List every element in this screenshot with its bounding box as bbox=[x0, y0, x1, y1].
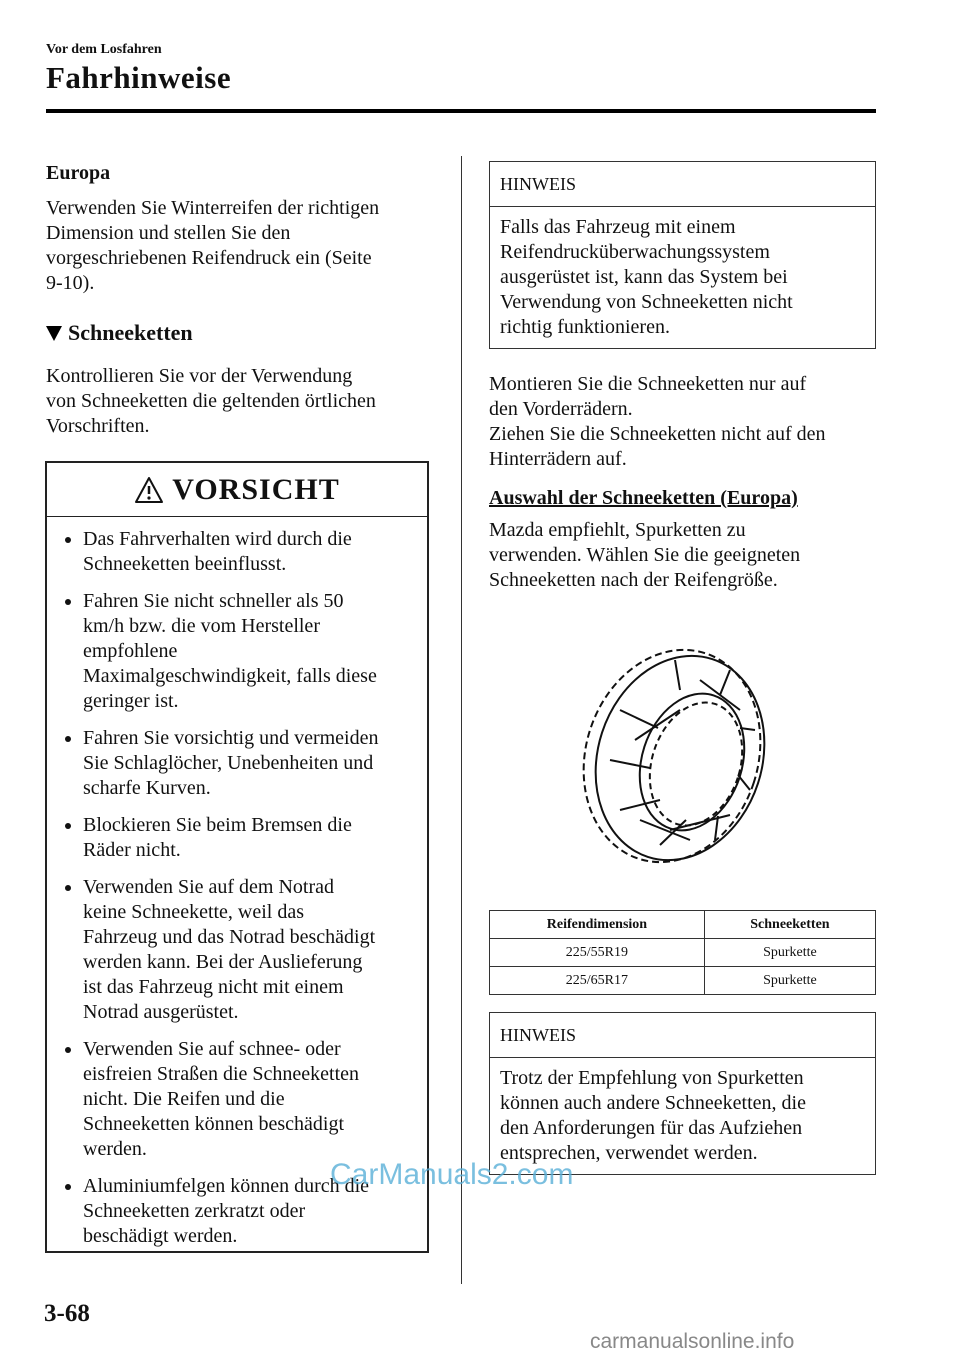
text-line: Das Fahrverhalten wird durch die bbox=[83, 528, 352, 550]
text-line: Schneeketten zerkratzt oder bbox=[83, 1200, 306, 1222]
tire-chain-table bbox=[489, 910, 876, 995]
text-line: scharfe Kurven. bbox=[83, 777, 211, 799]
bullet-icon bbox=[65, 1047, 71, 1053]
text-line: ist das Fahrzeug nicht mit einem bbox=[83, 976, 344, 998]
text-line: Schneeketten nach der Reifengröße. bbox=[489, 569, 778, 591]
text-line: den Vorderrädern. bbox=[489, 398, 633, 420]
text-line: Verwendung von Schneeketten nicht bbox=[500, 291, 793, 313]
text-line: Falls das Fahrzeug mit einem bbox=[500, 216, 736, 238]
table-header-row bbox=[490, 911, 876, 939]
caution-header bbox=[47, 463, 427, 517]
text-line: Fahrzeug und das Notrad beschädigt bbox=[83, 926, 376, 948]
warning-triangle-icon bbox=[134, 476, 164, 504]
text-line: vorgeschriebenen Reifendruck ein (Seite bbox=[46, 247, 372, 269]
text-line: Verwenden Sie auf dem Notrad bbox=[83, 876, 335, 898]
bullet-icon bbox=[65, 599, 71, 605]
text-line: nicht. Die Reifen und die bbox=[83, 1088, 285, 1110]
table-cell: Spurkette bbox=[704, 939, 875, 967]
text-line: Reifendrucküberwachungssystem bbox=[500, 241, 770, 263]
chain-selection-heading: Auswahl der Schneeketten (Europa) bbox=[489, 487, 798, 509]
text-line: Hinterrädern auf. bbox=[489, 448, 627, 470]
text-line: Ziehen Sie die Schneeketten nicht auf den bbox=[489, 423, 826, 445]
text-line: beschädigt werden. bbox=[83, 1225, 238, 1247]
text-line: Fahren Sie nicht schneller als 50 bbox=[83, 590, 344, 612]
caution-item bbox=[65, 813, 419, 863]
europa-heading: Europa bbox=[46, 162, 111, 184]
page-number: 3-68 bbox=[44, 1300, 90, 1327]
text-line: km/h bzw. die vom Hersteller bbox=[83, 615, 320, 637]
text-line: Maximalgeschwindigkeit, falls diese bbox=[83, 665, 377, 687]
table-cell: Spurkette bbox=[704, 967, 875, 995]
table-cell: 225/65R17 bbox=[490, 967, 705, 995]
text-line: verwenden. Wählen Sie die geeigneten bbox=[489, 544, 801, 566]
column-divider bbox=[461, 156, 462, 1284]
snow-chains-heading-text: Schneeketten bbox=[68, 320, 193, 345]
text-line: von Schneeketten die geltenden örtlichen bbox=[46, 390, 376, 412]
bullet-icon bbox=[65, 823, 71, 829]
note-heading: HINWEIS bbox=[490, 1013, 875, 1058]
text-line: Dimension und stellen Sie den bbox=[46, 222, 291, 244]
caution-box bbox=[45, 461, 429, 1253]
text-line: Schneeketten beeinflusst. bbox=[83, 553, 287, 575]
note-box bbox=[489, 1012, 876, 1175]
text-line: werden kann. Bei der Auslieferung bbox=[83, 951, 363, 973]
caution-item bbox=[65, 875, 419, 1025]
text-line: Verwenden Sie auf schnee- oder bbox=[83, 1038, 341, 1060]
text-line: Notrad ausgerüstet. bbox=[83, 1001, 239, 1023]
page-title: Fahrhinweise bbox=[46, 60, 232, 95]
note-body bbox=[490, 207, 875, 348]
text-line: 9-10). bbox=[46, 272, 95, 294]
note-body bbox=[490, 1058, 875, 1174]
text-line: Sie Schlaglöcher, Unebenheiten und bbox=[83, 752, 374, 774]
text-line: werden. bbox=[83, 1138, 147, 1160]
note-box bbox=[489, 161, 876, 349]
text-line: Mazda empfiehlt, Spurketten zu bbox=[489, 519, 746, 541]
triangle-down-icon bbox=[46, 326, 62, 341]
text-line: Aluminiumfelgen können durch die bbox=[83, 1175, 370, 1197]
text-line: Fahren Sie vorsichtig und vermeiden bbox=[83, 727, 379, 749]
table-cell: 225/55R19 bbox=[490, 939, 705, 967]
bullet-icon bbox=[65, 1184, 71, 1190]
text-line: Blockieren Sie beim Bremsen die bbox=[83, 814, 352, 836]
watermark: CarManuals2.com bbox=[330, 1158, 574, 1191]
caution-item bbox=[65, 1037, 419, 1162]
bullet-icon bbox=[65, 885, 71, 891]
caution-item bbox=[65, 589, 419, 714]
snow-chain-illustration bbox=[580, 640, 780, 865]
europa-paragraph bbox=[46, 196, 446, 296]
text-line: geringer ist. bbox=[83, 690, 179, 712]
text-line: können auch andere Schneeketten, die bbox=[500, 1092, 806, 1114]
caution-list bbox=[47, 517, 427, 1249]
mounting-paragraph bbox=[489, 372, 879, 472]
text-line: entsprechen, verwendet werden. bbox=[500, 1142, 758, 1164]
snow-chains-paragraph bbox=[46, 364, 446, 439]
column-header: Schneeketten bbox=[704, 911, 875, 939]
chain-selection-paragraph bbox=[489, 518, 879, 593]
text-line: eisfreien Straßen die Schneeketten bbox=[83, 1063, 359, 1085]
text-line: Trotz der Empfehlung von Spurketten bbox=[500, 1067, 804, 1089]
text-line: Verwenden Sie Winterreifen der richtigen bbox=[46, 197, 380, 219]
text-line: Montieren Sie die Schneeketten nur auf bbox=[489, 373, 807, 395]
caution-title: VORSICHT bbox=[172, 472, 340, 506]
header-rule bbox=[46, 109, 876, 113]
text-line: richtig funktionieren. bbox=[500, 316, 670, 338]
text-line: Vorschriften. bbox=[46, 415, 150, 437]
note-heading: HINWEIS bbox=[490, 162, 875, 207]
text-line: Schneeketten können beschädigt bbox=[83, 1113, 345, 1135]
text-line: den Anforderungen für das Aufziehen bbox=[500, 1117, 803, 1139]
text-line: keine Schneekette, weil das bbox=[83, 901, 305, 923]
text-line: ausgerüstet ist, kann das System bei bbox=[500, 266, 788, 288]
table-row bbox=[490, 967, 876, 995]
snow-chains-heading bbox=[46, 320, 193, 346]
footer-watermark: carmanualsonline.info bbox=[590, 1330, 795, 1353]
bullet-icon bbox=[65, 537, 71, 543]
section-label: Vor dem Losfahren bbox=[46, 42, 162, 57]
table-row bbox=[490, 939, 876, 967]
caution-item bbox=[65, 527, 419, 577]
text-line: empfohlene bbox=[83, 640, 178, 662]
caution-item bbox=[65, 726, 419, 801]
text-line: Räder nicht. bbox=[83, 839, 181, 861]
text-line: Kontrollieren Sie vor der Verwendung bbox=[46, 365, 353, 387]
column-header: Reifendimension bbox=[490, 911, 705, 939]
bullet-icon bbox=[65, 736, 71, 742]
